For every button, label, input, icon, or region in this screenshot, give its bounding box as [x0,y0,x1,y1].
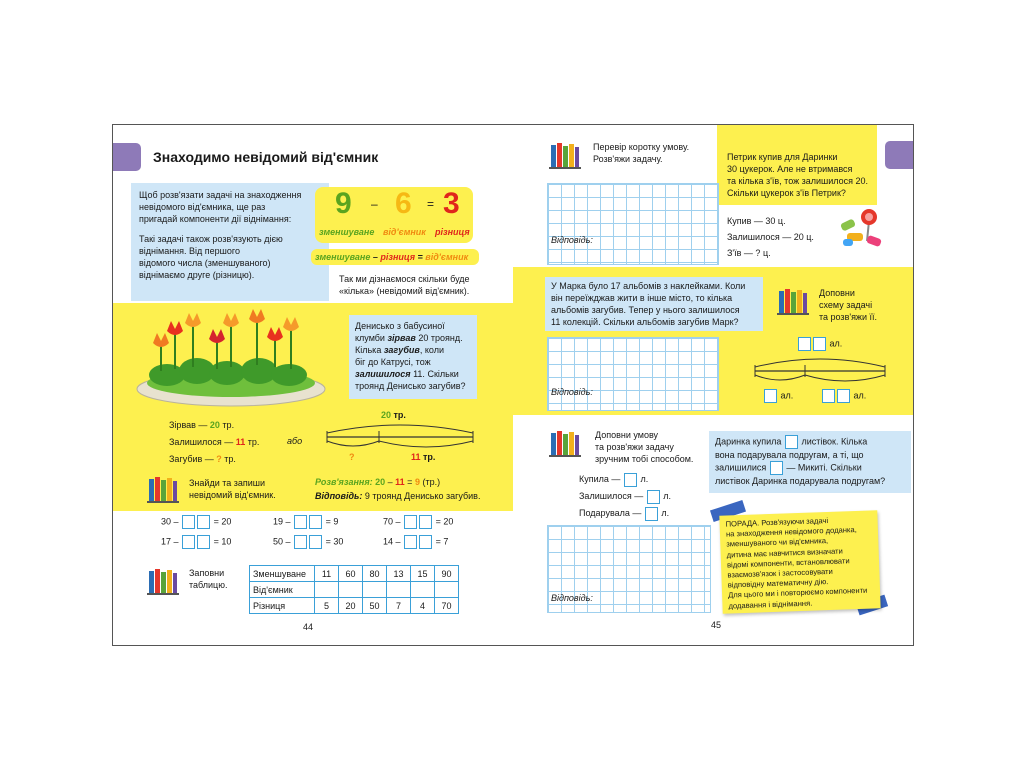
task-text: Доповни умову [595,430,659,440]
short-label: Подарувала — [579,508,642,518]
solution-operator: = [404,477,415,487]
answer-box[interactable] [822,389,835,403]
problem-text [355,368,471,380]
problem-keyword: загубив [383,345,420,355]
answer-box[interactable] [770,461,783,475]
candy-problem-box [717,125,877,205]
problem-text: Петрик купив для Даринки [727,152,838,162]
short-row [169,451,259,468]
number-9: 9 [335,187,352,220]
answer-text: 9 троянд Денисько загубив. [362,491,481,501]
table-row [250,566,459,582]
solution-unit: (тр.) [419,477,441,487]
books-icon [549,141,581,169]
table-cell: 4 [411,598,435,614]
problem-fragment: 20 троянд. [415,333,463,343]
short-row: Купив — 30 ц. [727,216,786,226]
answer-label: Відповідь: [551,387,593,397]
task-text: Розв'яжи задачу. [593,154,663,164]
problem-fragment: Кілька [355,345,384,355]
table-row-header: Зменшуване [250,566,315,582]
table-cell: 15 [411,566,435,582]
task-text: невідомий від'ємник. [189,490,276,500]
problem-text [715,461,905,475]
table-cell: 70 [435,598,459,614]
short-row [579,505,671,522]
books-icon [777,287,809,315]
short-value: 11 [235,437,246,447]
equation-item [383,535,448,549]
short-label: Купила — [579,474,621,484]
solution-operator: – [385,477,396,487]
answer-box[interactable] [764,389,777,403]
task-find-subtrahend [189,477,276,501]
tip-text: додавання і віднімання. [728,598,813,611]
task-check-condition [593,141,689,165]
table-cell[interactable] [411,582,435,598]
problem-text: альбомів загубив. Тепер у нього залишилося [551,305,740,315]
answer-box[interactable] [182,535,195,549]
problem-text [355,344,471,356]
answer-box[interactable] [645,507,658,521]
equation-item [273,535,343,549]
task-complete-condition [595,429,693,465]
intro-text: Такі задачі також розв'язують дією [139,234,283,244]
solution-block [315,475,480,503]
task-text: Перевір коротку умову. [593,142,690,152]
short-condition [169,417,259,468]
problem-text: Скільки цукерок з'їв Петрик? [727,188,846,198]
short-row: Залишилося — 20 ц. [727,232,814,242]
rose-problem-box [349,315,477,399]
books-icon [549,429,581,457]
task-complete-scheme [819,287,877,323]
table-cell: 50 [363,598,387,614]
answer-box[interactable] [798,337,811,351]
label-minuend: зменшуване [319,227,375,237]
short-label: Загубив — [169,454,217,464]
or-word: або [287,436,303,446]
rule-minus: – [370,252,381,262]
problem-fragment: залишилися [715,462,769,473]
answer-box[interactable] [647,490,660,504]
problem-fragment: , коли [419,345,444,355]
task-text: Заповни [189,568,225,578]
table-cell: 80 [363,566,387,582]
problem-text: листівок Даринка подарувала подругам? [715,476,886,486]
intro-text: пригадай компоненти дії віднімання: [139,214,292,224]
answer-line [315,489,480,503]
answer-box[interactable] [197,515,210,529]
problem-fragment: Даринка купила [715,436,784,447]
answer-box[interactable] [785,435,798,449]
candies-illustration [837,207,887,251]
task-fill-table [189,567,227,591]
equation-left: 19 – [273,516,291,527]
problem-text: Денисько з бабусиної [355,321,445,331]
page-title: Знаходимо невідомий від'ємник [153,149,379,165]
number-3: 3 [443,187,460,220]
label-subtrahend: від'ємник [383,227,426,237]
answer-label: Відповідь: [315,491,363,501]
answer-box[interactable] [404,535,417,549]
solution-grid[interactable] [547,337,719,411]
equation-item [161,515,231,529]
scheme-left-box [763,389,793,403]
answer-box[interactable] [419,535,432,549]
tip-text: Для цього ми і повторюємо компоненти [727,586,868,600]
short-unit: тр. [221,454,236,464]
table-cell[interactable] [363,582,387,598]
answer-box[interactable] [404,515,417,529]
equation-right: = 7 [435,536,449,547]
problem-text: вона подарувала подругам, а ті, що [715,450,864,460]
problem-fragment: клумби [355,333,388,343]
answer-label: Відповідь: [551,593,593,603]
scheme-unit: тр. [420,452,436,462]
equation-left: 50 – [273,536,291,547]
short-value: ? [216,454,222,464]
table-cell[interactable] [435,582,459,598]
table-cell: 60 [339,566,363,582]
equation-left: 14 – [383,536,401,547]
table-cell[interactable] [315,582,339,598]
solution-grid[interactable] [547,183,719,265]
rule-strip [311,249,479,265]
table-cell: 7 [387,598,411,614]
number-6: 6 [395,187,412,220]
answer-box[interactable] [294,535,307,549]
table-row [250,598,459,614]
short-label: Зірвав — [169,420,210,430]
problem-fragment: — Микиті. Скільки [783,462,862,473]
problem-text: У Марка було 17 альбомів з наклейками. Коли [551,281,746,291]
tip-text: відповідну математичну дію. [727,577,829,590]
table-row-header: Від'ємник [250,582,315,598]
task-text: таблицю. [189,580,228,590]
short-unit: тр. [219,420,235,430]
answer-label: Відповідь: [551,235,593,245]
task-text: Знайди та запиши [189,478,266,488]
book-spread [112,124,914,646]
problem-keyword: зірвав [387,333,416,343]
segment-scheme [325,419,475,455]
problem-text: 30 цукерок. Але не втримався [727,164,853,174]
intro-text: невідомого від'ємника, ще раз [139,202,266,212]
intro-text: віднімаємо друге (різницю). [139,270,255,280]
solution-number: 9 [414,477,420,487]
postcards-problem-box [709,431,911,493]
scheme-bottom-label [411,451,435,463]
table-cell[interactable] [387,582,411,598]
right-page-tab [885,141,913,169]
answer-box[interactable] [294,515,307,529]
equation-right: = 20 [213,516,232,527]
table-cell: 13 [387,566,411,582]
short-value: 20 [209,420,220,430]
table-row-header: Різниця [250,598,315,614]
rule-difference: різниця [380,252,416,262]
short-row [169,434,259,451]
components-table [249,565,459,614]
equation-left: 70 – [383,516,401,527]
short-row: З'їв — ? ц. [727,248,771,258]
problem-keyword: залишилося [355,369,411,379]
short-unit: л. [661,508,670,518]
tip-text: на знаходження невідомого доданка, [725,525,857,539]
answer-box[interactable] [837,389,850,403]
task-text: та розв'яжи її. [819,312,877,322]
table-cell: 5 [315,598,339,614]
label-difference: різниця [435,227,470,237]
equation-left: 17 – [161,536,179,547]
task-text: та розв'яжи задачу [595,442,674,452]
scheme-value: 11 [411,452,421,462]
equation-right: = 20 [435,516,454,527]
intro-text: відомого числа (зменшуваного) [139,258,271,268]
left-page-tab [113,143,141,171]
tip-text: зменшуваного чи від'ємника, [726,536,829,549]
scheme-unknown: ? [349,452,355,462]
equals-sign: = [427,197,435,211]
answer-box[interactable] [419,515,432,529]
table-cell: 90 [435,566,459,582]
solution-number: 20 [372,477,386,487]
problem-text [715,435,905,449]
books-icon [147,567,179,595]
problem-text: та кілька з'їв, тож залишилося 20. [727,176,869,186]
rule-minuend: зменшуване [315,252,371,262]
postcards-short-condition [579,471,671,522]
short-row [579,471,671,488]
equation-item [383,515,453,529]
tip-sticker [719,510,880,613]
album-problem-box [545,277,763,331]
equation-item [161,535,231,549]
answer-box[interactable] [813,337,826,351]
problem-text [355,332,471,344]
table-row [250,582,459,598]
scheme-unit: тр. [391,410,406,420]
tip-text: дитина має навчитися визначати [726,546,843,560]
answer-box[interactable] [624,473,637,487]
problem-text: він переїжджав жити в інше місто, то кілька [551,293,733,303]
candy-short-condition [727,213,814,261]
tulips-illustration [131,309,331,409]
short-unit: л. [640,474,649,484]
problem-text: біг до Катрусі, тож [355,357,431,367]
equation-right: = 9 [325,516,339,527]
scheme-right-boxes [821,389,866,403]
answer-box[interactable] [182,515,195,529]
books-icon [147,475,179,503]
solution-label: Розв'язання: [315,477,373,487]
short-unit: тр. [245,437,260,447]
short-label: Залишилося — [579,491,644,501]
short-label: Залишилося — [169,437,236,447]
intro-text: віднімання. Від першого [139,246,240,256]
answer-box[interactable] [309,515,322,529]
rule-equals: = [415,252,426,262]
table-cell: 11 [315,566,339,582]
intro-text: Щоб розв'язати задачі на знаходження [139,190,302,200]
table-cell: 20 [339,598,363,614]
equation-item [273,515,338,529]
equation-box [315,187,473,243]
problem-text: 11 колекцій. Скільки альбомів загубив Марк? [551,317,739,327]
short-row [579,488,671,505]
page-number-right: 45 [711,620,722,630]
intro-box [131,183,329,301]
note-text: «кілька» (невідомий від'ємник). [339,286,470,296]
answer-box[interactable] [309,535,322,549]
task-text: зручним тобі способом. [595,454,694,464]
problem-fragment: 11. Скільки [410,369,459,379]
minus-sign: – [371,197,378,211]
solution-number: 11 [395,477,405,487]
rule-subtrahend: від'ємник [425,252,469,262]
equation-right: = 30 [325,536,344,547]
equation-left: 30 – [161,516,179,527]
answer-box[interactable] [197,535,210,549]
short-unit: л. [663,491,671,501]
task-text: Доповни [819,288,855,298]
tip-text: ПОРАДА. Розв'язуючи задачі [725,515,829,529]
solution-line [315,475,480,489]
problem-text: троянд Денисько загубив? [355,381,466,391]
page-number-left: 44 [303,622,314,632]
rule-note [339,273,470,297]
scheme-unit: ал. [829,338,843,349]
scheme-value: 20 [381,410,392,420]
tip-text: взаємозв'язок і застосовувати [727,566,833,580]
segment-scheme [753,353,887,389]
scheme-unit: ал. [853,390,867,401]
task-text: схему задачі [819,300,873,310]
note-text: Так ми дізнаємося скільки буде [339,274,470,284]
short-row [169,417,259,434]
problem-fragment: листівок. Кілька [798,436,868,447]
scheme-unit: ал. [780,390,794,401]
table-cell[interactable] [339,582,363,598]
tip-text: відомі компоненти, встановлювати [726,556,850,570]
equation-right: = 10 [213,536,232,547]
scheme-top-boxes [797,337,842,351]
